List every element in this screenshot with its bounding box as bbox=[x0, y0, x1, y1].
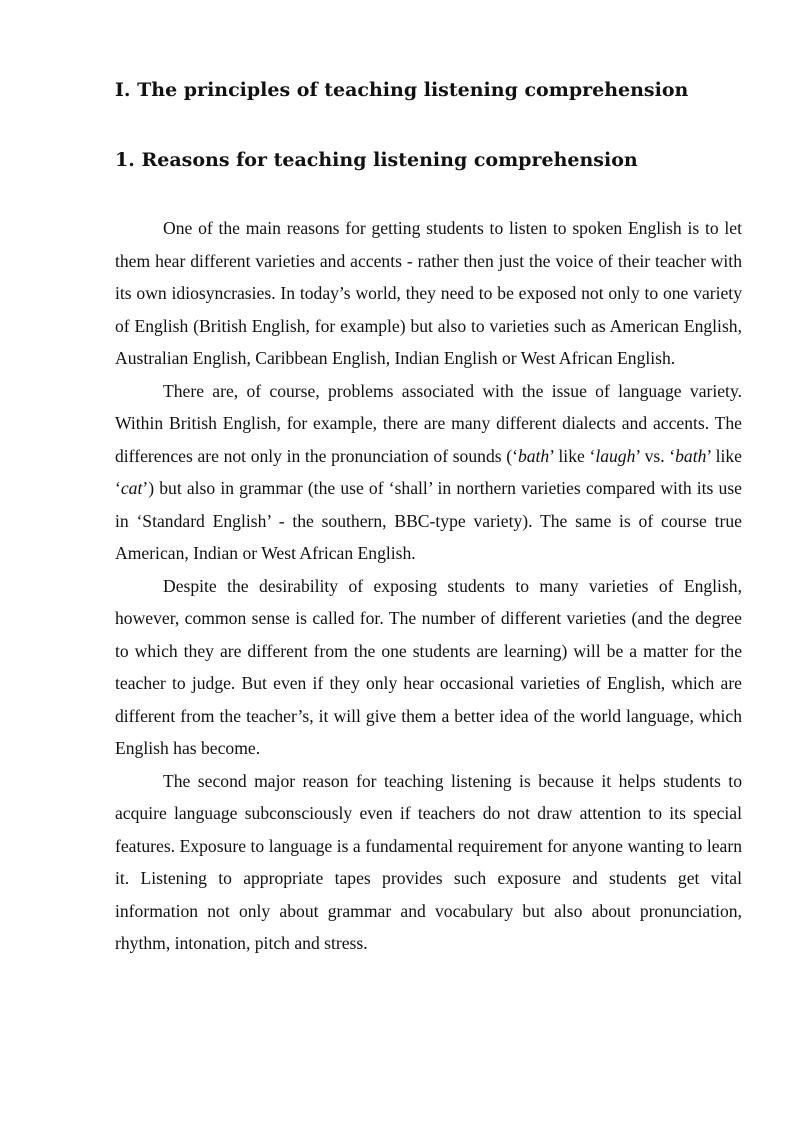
italic-word-laugh: laugh bbox=[595, 445, 636, 466]
italic-word-cat: cat bbox=[120, 478, 143, 498]
paragraph-2-text-g: ’ like ‘ bbox=[115, 445, 742, 498]
paragraph-4: The second major reason for teaching listening is because it helps students to acquire language subconsciously even if teachers do not draw attention to its special features. Exposure to language is a fundamental requirement for anyone wanting to learn it. Listening to appropriate tapes provides such exposure and students get vital information not only about grammar and vocabulary but also about pronunciation, rhythm, intonation, pitch and stress. bbox=[115, 770, 742, 953]
paragraph-1: One of the main reasons for getting students to listen to spoken English is to let them hear different varieties and accents - rather then just the voice of their teacher with its own idiosyncrasies. In today’s world, they need to be exposed not only to one variety of English (British English, for example) but also to varieties such as American English, Australian English, Caribbean English, Indian English or West African English. bbox=[115, 218, 742, 368]
paragraph-3: Despite the desirability of exposing students to many varieties of English, however, common sense is called for. The number of different varieties (and the degree to which they are different from the one students are learning) will be a matter for the teacher to judge. But even if they only hear occasional varieties of English, which are different from the teacher’s, it will give them a better idea of the world language, which English has become. bbox=[115, 575, 742, 758]
paragraph-2-text-i: ’) but also in grammar (the use of ‘shall’ in northern varieties compared with its use in ‘Standard English’ - the southern, BBC-type variety). The same is of course true American, Indian or West African English. bbox=[115, 478, 742, 563]
body-text bbox=[115, 212, 742, 960]
paragraph-2-text-a: There are, of course, problems associated with the issue of language variety. Within British English, for example, there are many different dialects and accents. The differences are not only in the pronunciation of sounds (‘ bbox=[115, 380, 742, 466]
paragraph-2-text-c: ’ like ‘ bbox=[549, 445, 596, 466]
main-heading: I. The principles of teaching listening comprehension bbox=[115, 79, 689, 101]
section-heading: 1. Reasons for teaching listening comprehension bbox=[115, 149, 638, 171]
italic-word-bath: bath bbox=[517, 445, 550, 466]
italic-word-bath-2: bath bbox=[675, 445, 707, 466]
paragraph-2 bbox=[115, 375, 742, 570]
paragraph-2-text-e: ’ vs. ‘ bbox=[635, 445, 676, 466]
